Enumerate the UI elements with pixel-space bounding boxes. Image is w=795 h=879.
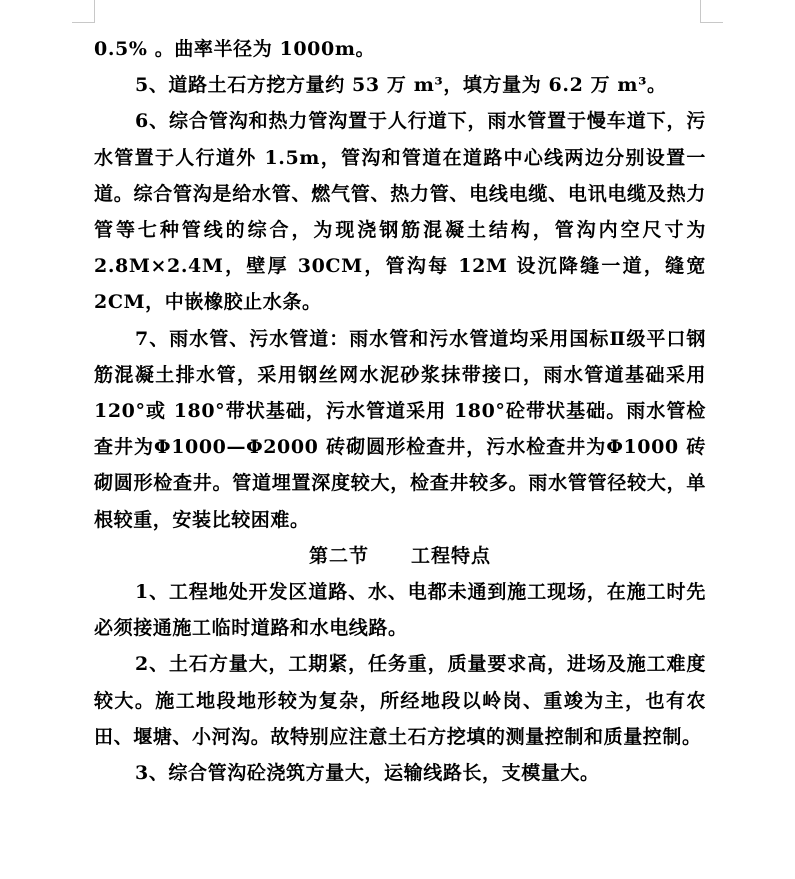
page-corner-mark-right — [700, 0, 723, 23]
paragraph-gradient: 0.5% 。曲率半径为 1000m。 — [94, 38, 376, 60]
paragraph-workload: 2、土石方量大，工期紧，任务重，质量要求高，进场及施工难度较大。施工地段地形较为复杂，所经地段以岭岗、重竣为主，也有农田、堰塘、小河沟。故特别应注意土石方挖填的测量控制和质量控制。 — [94, 653, 706, 748]
document-body — [94, 31, 706, 791]
page-corner-mark-left — [72, 0, 95, 23]
paragraph-site-access: 1、工程地处开发区道路、水、电都未通到施工现场，在施工时先必须接通施工临时道路和水电线路。 — [94, 581, 706, 640]
paragraph-earthwork: 5、道路土石方挖方量约 53 万 m³，填方量为 6.2 万 m³。 — [135, 74, 667, 97]
paragraph-drainage-pipes: 7、雨水管、污水管道：雨水管和污水管道均采用国标Ⅱ级平口钢筋混凝土排水管，采用钢丝网水泥砂浆抹带接口，雨水管道基础采用 120°或 180°带状基础，污水管道采用 180°砼带状基础。雨水管检查井为Φ1000—Φ2000 砖砌圆形检查井，污水检查井为Φ1000 砖砌圆形检查井。管道埋置深度较大，检查井较多。雨水管管径较大，单根较重，安装比较困难。 — [94, 327, 706, 531]
paragraph-concrete-volume: 3、综合管沟砼浇筑方量大，运输线路长，支模量大。 — [135, 762, 600, 785]
paragraph-utility-trench: 6、综合管沟和热力管沟置于人行道下，雨水管置于慢车道下，污水管置于人行道外 1.5m，管沟和管道在道路中心线两边分别设置一道。综合管沟是给水管、燃气管、热力管、电线电缆、电讯电缆及热力管等七种管线的综合，为现浇钢筋混凝土结构，管沟内空尺寸为 2.8M×2.4M，壁厚 30CM，管沟每 12M 设沉降缝一道，缝宽 2CM，中嵌橡胶止水条。 — [94, 110, 706, 314]
section-number: 第二节 — [308, 544, 369, 567]
section-heading — [94, 538, 706, 574]
section-title: 工程特点 — [411, 544, 492, 567]
